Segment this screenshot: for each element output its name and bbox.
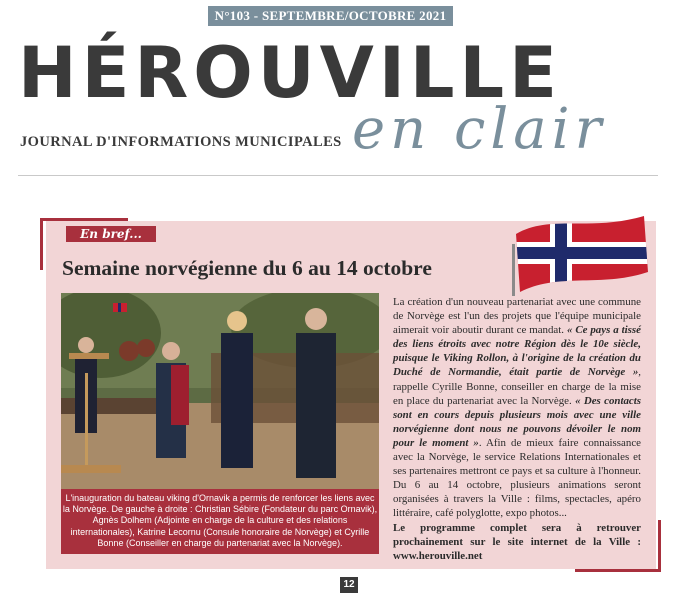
article-headline: Semaine norvégienne du 6 au 14 octobre	[62, 256, 432, 280]
masthead-subtitle: JOURNAL D'INFORMATIONS MUNICIPALES	[20, 134, 342, 150]
frame-corner-bottom-right-h	[575, 569, 661, 572]
body-after-quote-1: , rappelle Cyrille Bonne, conseiller en charge de la mise en place du partenariat avec la Norvège.	[393, 366, 641, 407]
photo-caption: L'inauguration du bateau viking d'Ornavik a permis de renforcer les liens avec la Norvège. De gauche à droite : Christian Sébire (Fondateur du parc Ornavik), Agnès Dolhem (Adjointe en charge de la culture et des relations internationales), Katrine Lecornu (Consule honoraire de Norvège) et Cyrille Bonne (Conseiller en charge du partenariat avec la Norvège).	[61, 489, 379, 554]
header-rule	[18, 175, 658, 176]
quote-2: « Des contacts sont en cours depuis plusieurs mois avec une ville norvégienne dont nous ne pouvons dévoiler le nom pour le moment »	[393, 394, 642, 449]
section-tag: En bref...	[66, 226, 156, 242]
frame-corner-top-left	[40, 218, 43, 270]
masthead-title: HÉROUVILLE	[18, 32, 562, 114]
body-after-quote-2: . Afin de mieux faire connaissance avec la Norvège, le service Relations Internationales et ses partenaires mettront ce pays et sa culture à l'honneur. Du 6 au 14 octobre, plusieurs animations seront organisées à travers la Ville : films, spectacles, apéro littéraire, café polyglotte, expo photos...	[393, 436, 641, 520]
page-number: 12	[340, 577, 358, 593]
frame-corner-top-left-h	[40, 218, 128, 221]
frame-corner-bottom-right	[658, 520, 661, 572]
quote-1: « Ce pays a tissé des liens étroits avec notre Région dès le 10e siècle, puisque le Viking Rollon, à l'origine de la création du Duché de Normandie, était partie de Norvège »	[393, 324, 641, 379]
body-closing: Le programme complet sera à retrouver prochainement sur le site internet de la Ville : www.herouville.net	[393, 521, 641, 562]
body-intro: La création d'un nouveau partenariat avec une commune de Norvège est l'un des projets que l'équipe municipale aimerait voir aboutir durant ce mandat.	[393, 296, 641, 337]
article-body	[393, 295, 641, 563]
issue-banner: N°103 - SEPTEMBRE/OCTOBRE 2021	[208, 6, 453, 26]
masthead-script: en clair	[352, 97, 607, 162]
norway-flag-image	[510, 212, 650, 297]
inauguration-photo	[61, 293, 379, 489]
